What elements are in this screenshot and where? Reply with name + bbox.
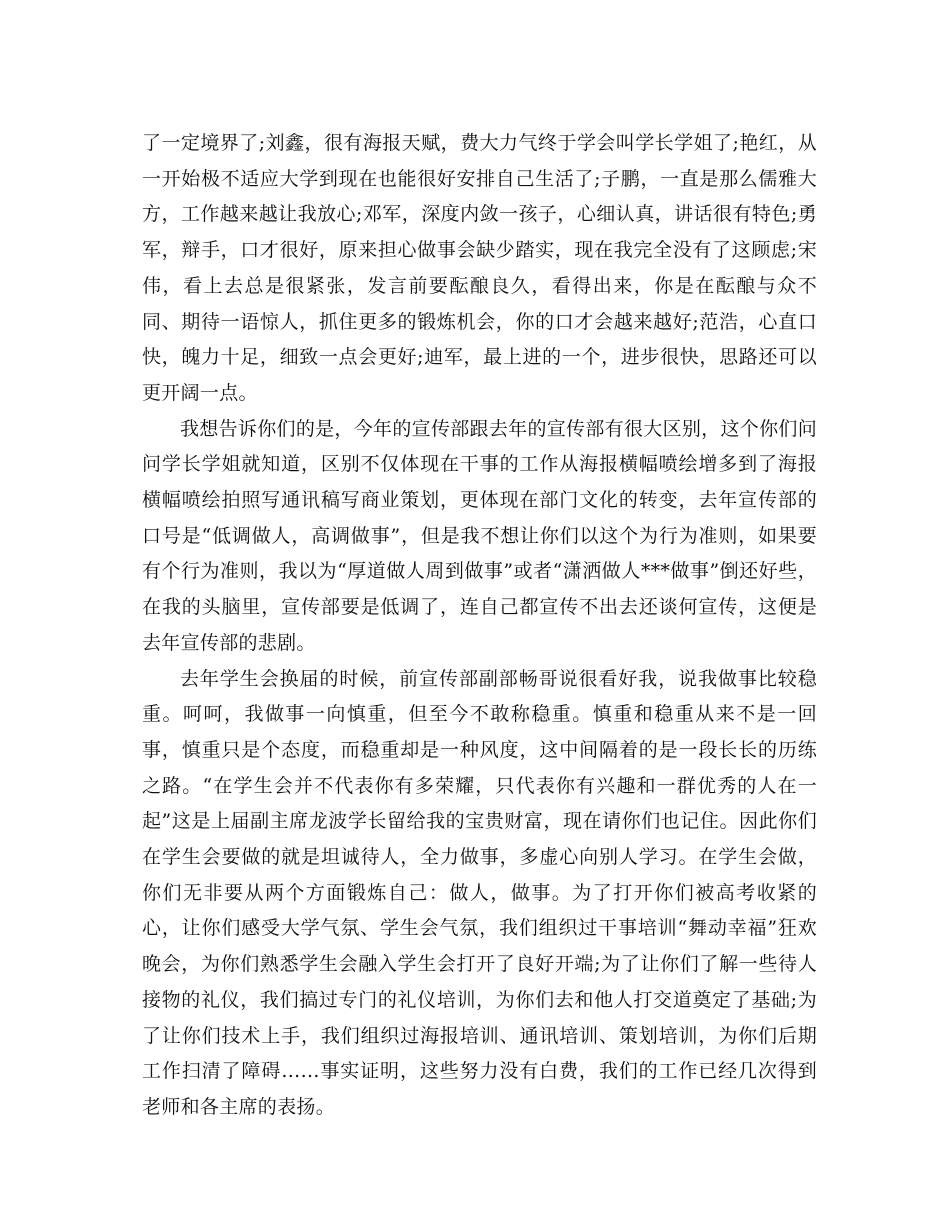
paragraph-1: 了一定境界了;刘鑫，很有海报天赋，费大力气终于学会叫学长学姐了;艳红，从一开始极不适应大学到现在也能很好安排自己生活了;子鹏，一直是那么儒雅大方，工作越来越让我放心;邓军，深度内敛一孩子，心细认真，讲话很有特色;勇军，辩手，口才很好，原来担心做事会缺少踏实，现在我完全没有了这顾虑;宋伟，看上去总是很紧张，发言前要酝酿良久，看得出来，你是在酝酿与众不同、期待一语惊人，抓住更多的锻炼机会，你的口才会越来越好;范浩，心直口快，魄力十足，细致一点会更好;迪军，最上进的一个，进步很快，思路还可以更开阔一点。 [142,132,817,404]
document-body [142,126,817,1126]
paragraph-3: 去年学生会换届的时候，前宣传部副部畅哥说很看好我，说我做事比较稳重。呵呵，我做事一向慎重，但至今不敢称稳重。慎重和稳重从来不是一回事，慎重只是个态度，而稳重却是一种风度，这中间隔着的是一段长长的历练之路。“在学生会并不代表你有多荣耀，只代表你有兴趣和一群优秀的人在一起”这是上届副主席龙波学长留给我的宝贵财富，现在请你们也记住。因此你们在学生会要做的就是坦诚待人，全力做事，多虚心向别人学习。在学生会做，你们无非要从两个方面锻炼自己：做人，做事。为了打开你们被高考收紧的心，让你们感受大学气氛、学生会气氛，我们组织过干事培训“舞动幸福”狂欢晚会，为你们熟悉学生会融入学生会打开了良好开端;为了让你们了解一些待人接物的礼仪，我们搞过专门的礼仪培训，为你们去和他人打交道奠定了基础;为了让你们技术上手，我们组织过海报培训、通讯培训、策划培训，为你们后期工作扫清了障碍……事实证明，这些努力没有白费，我们的工作已经几次得到老师和各主席的表扬。 [142,667,817,1118]
paragraph-2: 我想告诉你们的是，今年的宣传部跟去年的宣传部有很大区别，这个你们问问学长学姐就知道，区别不仅体现在干事的工作从海报横幅喷绘增多到了海报横幅喷绘拍照写通讯稿写商业策划，更体现在部门文化的转变，去年宣传部的口号是“低调做人，高调做事”，但是我不想让你们以这个为行为准则，如果要有个行为准则，我以为“厚道做人周到做事”或者“潇洒做人***做事”倒还好些，在我的头脑里，宣传部要是低调了，连自己都宣传不出去还谈何宣传，这便是去年宣传部的悲剧。 [142,417,817,654]
